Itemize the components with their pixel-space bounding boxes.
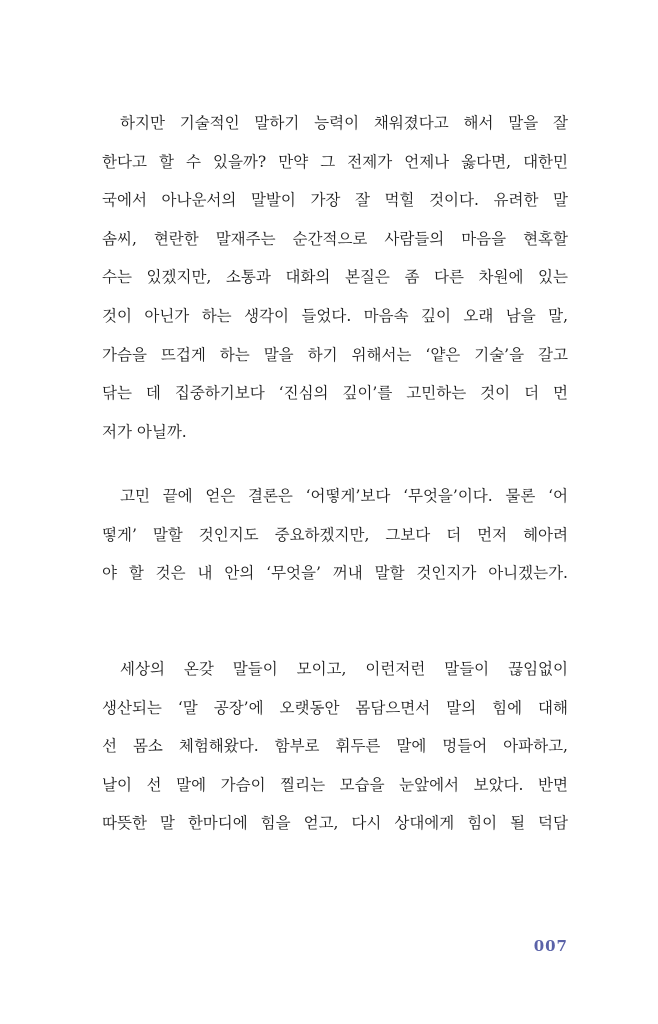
paragraph-1 [102, 104, 568, 451]
paragraph-line: 생산되는 ‘말 공장’에 오랫동안 몸담으면서 말의 힘에 대해 [102, 698, 568, 717]
paragraph-line: 저가 아닐까. [102, 422, 187, 441]
paragraph-line: 고민 끝에 얻은 결론은 ‘어떻게’보다 ‘무엇을’이다. 물론 ‘어 [120, 487, 568, 505]
paragraph-line: 선 몸소 체험해왔다. 함부로 휘두른 말에 멍들어 아파하고, [102, 737, 568, 756]
paragraph-3 [102, 650, 568, 843]
paragraph-line: 닦는 데 집중하기보다 ‘진심의 깊이’를 고민하는 것이 더 먼 [102, 384, 568, 403]
paragraph-line: 야 할 것은 내 안의 ‘무엇을’ 꺼내 말할 것인지가 아니겠는가. [102, 564, 568, 583]
paragraph-line: 하지만 기술적인 말하기 능력이 채워졌다고 해서 말을 잘 [120, 114, 568, 132]
paragraph-line: 떻게’ 말할 것인지도 중요하겠지만, 그보다 더 먼저 헤아려 [102, 525, 568, 544]
paragraph-line: 한다고 할 수 있을까? 만약 그 전제가 언제나 옳다면, 대한민 [102, 152, 568, 171]
paragraph-line: 따뜻한 말 한마디에 힘을 얻고, 다시 상대에게 힘이 될 덕담 [102, 814, 568, 833]
paragraph-line: 것이 아닌가 하는 생각이 들었다. 마음속 깊이 오래 남을 말, [102, 306, 568, 325]
paragraph-line: 날이 선 말에 가슴이 찔리는 모습을 눈앞에서 보았다. 반면 [102, 775, 568, 794]
paragraph-line: 수는 있겠지만, 소통과 대화의 본질은 좀 다른 차원에 있는 [102, 268, 568, 287]
paragraph-line: 국에서 아나운서의 말발이 가장 잘 먹힐 것이다. 유려한 말 [102, 191, 568, 210]
paragraph-line: 세상의 온갖 말들이 모이고, 이런저런 말들이 끊임없이 [120, 660, 568, 678]
page-number: 007 [533, 937, 568, 955]
paragraph-2 [102, 477, 568, 593]
paragraph-line: 가슴을 뜨겁게 하는 말을 하기 위해서는 ‘얕은 기술’을 갈고 [102, 345, 568, 364]
paragraph-line: 솜씨, 현란한 말재주는 순간적으로 사람들의 마음을 현혹할 [102, 229, 568, 248]
